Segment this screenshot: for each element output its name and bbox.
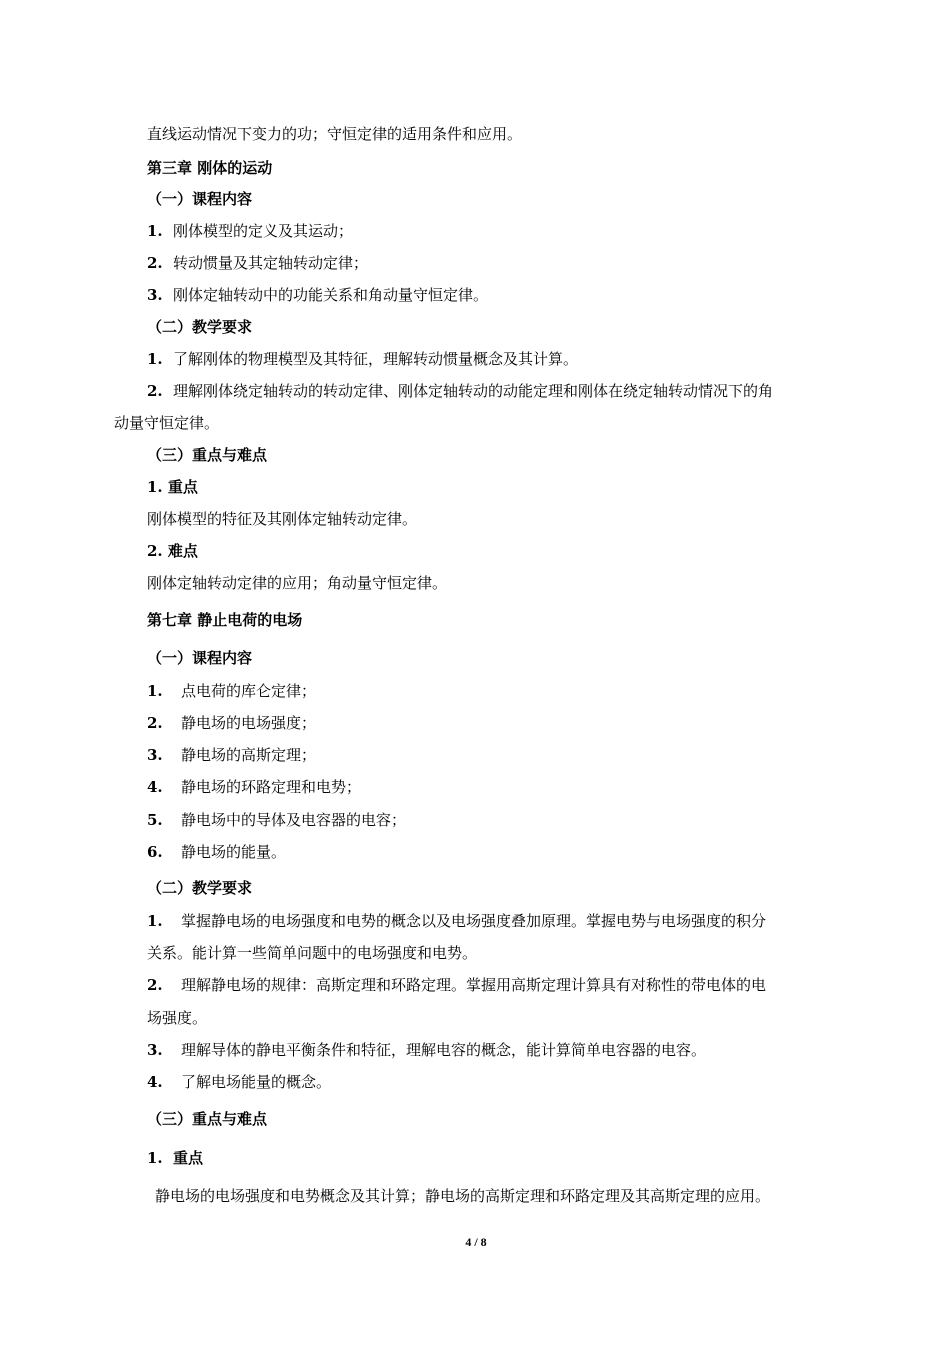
chapter-title: 第三章 刚体的运动 bbox=[147, 159, 273, 177]
list-text: 掌握静电场的电场强度和电势的概念以及电场强度叠加原理。掌握电势与电场强度的积分 bbox=[181, 912, 767, 930]
list-number: 3. bbox=[147, 1041, 163, 1059]
subheading: 2. 难点 bbox=[147, 542, 198, 560]
chapter-title: 第七章 静止电荷的电场 bbox=[147, 611, 303, 629]
list-item bbox=[147, 810, 406, 830]
list-item bbox=[147, 1040, 706, 1060]
list-text: 转动惯量及其定轴转动定律； bbox=[173, 254, 369, 272]
section-heading: （三）重点与难点 bbox=[147, 1110, 268, 1128]
list-number: 4. bbox=[147, 778, 163, 796]
list-text: 静电场的高斯定理； bbox=[181, 746, 317, 764]
list-item bbox=[147, 253, 368, 273]
list-text: 静电场的环路定理和电势； bbox=[181, 778, 362, 796]
list-item bbox=[147, 681, 316, 701]
list-text: 理解导体的静电平衡条件和特征，理解电容的概念，能计算简单电容器的电容。 bbox=[181, 1041, 707, 1059]
list-number: 2. bbox=[147, 254, 163, 272]
list-text: 刚体定轴转动中的功能关系和角动量守恒定律。 bbox=[173, 286, 489, 304]
list-text: 刚体模型的定义及其运动； bbox=[173, 222, 354, 240]
list-number: 4. bbox=[147, 1073, 163, 1091]
list-number: 2. bbox=[147, 382, 163, 400]
paragraph: 刚体定轴转动定律的应用；角动量守恒定律。 bbox=[147, 574, 448, 592]
list-item bbox=[147, 745, 316, 765]
list-text: 了解刚体的物理模型及其特征，理解转动惯量概念及其计算。 bbox=[173, 350, 579, 368]
list-text: 理解刚体绕定轴转动的转动定律、刚体定轴转动的动能定理和刚体在绕定轴转动情况下的角 bbox=[173, 382, 774, 400]
subheading-text: 重点 bbox=[173, 1149, 204, 1167]
list-item bbox=[147, 777, 361, 797]
paragraph-continuation: 场强度。 bbox=[147, 1009, 208, 1027]
list-item bbox=[147, 842, 286, 862]
list-item bbox=[147, 911, 766, 931]
list-text: 点电荷的库仑定律； bbox=[181, 682, 317, 700]
paragraph-continuation: 动量守恒定律。 bbox=[114, 414, 220, 432]
list-number: 3. bbox=[147, 746, 163, 764]
list-number: 2. bbox=[147, 976, 163, 994]
list-item bbox=[147, 713, 316, 733]
paragraph: 静电场的电场强度和电势概念及其计算；静电场的高斯定理和环路定理及其高斯定理的应用。 bbox=[155, 1187, 771, 1205]
list-text: 理解静电场的规律：高斯定理和环路定理。掌握用高斯定理计算具有对称性的带电体的电 bbox=[181, 976, 767, 994]
section-heading: （一）课程内容 bbox=[147, 190, 253, 208]
list-number: 6. bbox=[147, 843, 163, 861]
list-number: 1. bbox=[147, 682, 163, 700]
list-item bbox=[147, 1072, 331, 1092]
list-item bbox=[147, 349, 578, 369]
section-heading: （三）重点与难点 bbox=[147, 446, 268, 464]
list-number: 2. bbox=[147, 714, 163, 732]
list-item bbox=[147, 381, 773, 401]
list-text: 静电场的电场强度； bbox=[181, 714, 317, 732]
list-item bbox=[147, 975, 766, 995]
list-number: 1. bbox=[147, 222, 163, 240]
section-heading: （一）课程内容 bbox=[147, 649, 253, 667]
list-text: 了解电场能量的概念。 bbox=[181, 1073, 332, 1091]
list-text: 静电场中的导体及电容器的电容； bbox=[181, 811, 407, 829]
list-number: 3. bbox=[147, 286, 163, 304]
paragraph-continuation: 关系。能计算一些简单问题中的电场强度和电势。 bbox=[147, 944, 478, 962]
paragraph: 直线运动情况下变力的功；守恒定律的适用条件和应用。 bbox=[147, 125, 523, 143]
subheading bbox=[147, 1148, 203, 1168]
section-heading: （二）教学要求 bbox=[147, 879, 253, 897]
list-number: 1. bbox=[147, 1149, 163, 1167]
list-item bbox=[147, 285, 488, 305]
page-number: 4 / 8 bbox=[465, 1235, 487, 1249]
section-heading: （二）教学要求 bbox=[147, 318, 253, 336]
list-number: 1. bbox=[147, 350, 163, 368]
list-number: 5. bbox=[147, 811, 163, 829]
list-text: 静电场的能量。 bbox=[181, 843, 287, 861]
list-number: 1. bbox=[147, 912, 163, 930]
paragraph: 刚体模型的特征及其刚体定轴转动定律。 bbox=[147, 510, 418, 528]
subheading: 1. 重点 bbox=[147, 478, 198, 496]
list-item bbox=[147, 221, 353, 241]
